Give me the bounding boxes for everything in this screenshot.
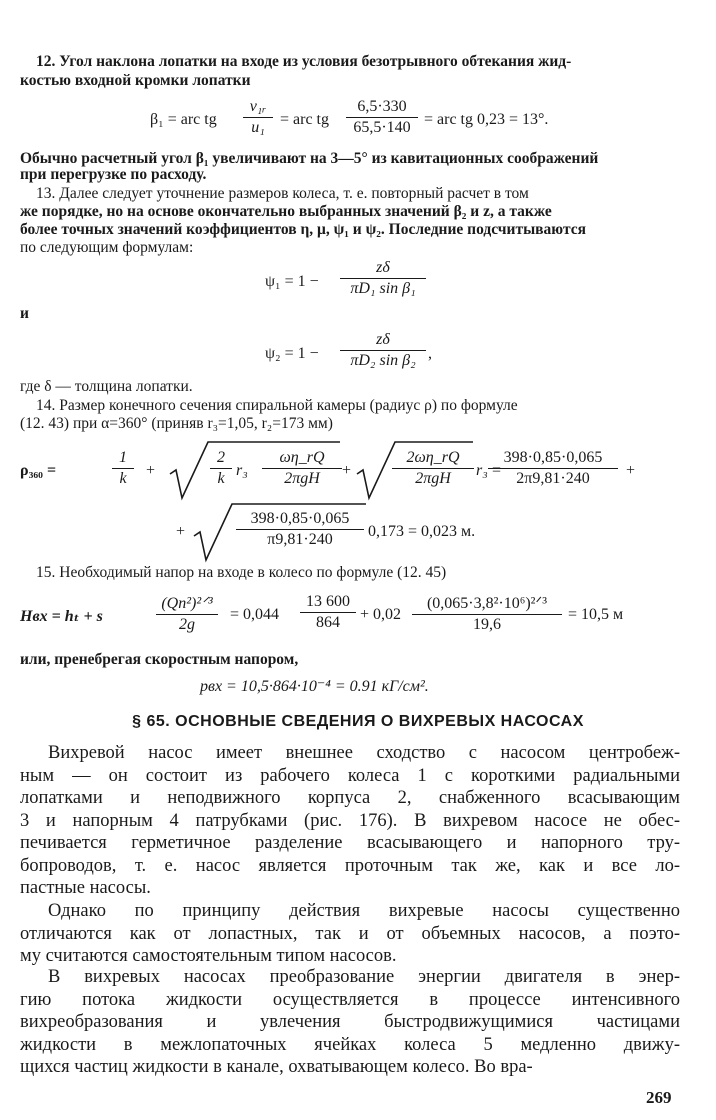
page-number: 269 xyxy=(646,1088,672,1107)
fraction-numerator: zδ xyxy=(340,259,426,279)
fraction-denominator: π9,81·240 xyxy=(267,531,333,548)
body-line: В вихревых насосах преобразование энергии двигателя в энер- xyxy=(48,967,680,987)
fraction-numerator: ωη_rQ xyxy=(262,449,342,469)
body-line: печивается герметичное разделение всасывающего и напорного тру- xyxy=(20,833,680,853)
item12-line2: костью входной кромки лопатки xyxy=(20,72,251,89)
fraction-denominator: k xyxy=(119,470,127,487)
item12-line1: 12. Угол наклона лопатки на входе из условия безотрывного обтекания жид- xyxy=(36,53,572,70)
item13-line1: 13. Далее следует уточнение размеров колеса, т. е. повторный расчет в том xyxy=(36,185,529,202)
fraction-numerator: zδ xyxy=(340,331,426,351)
fraction-denominator: 2πgH xyxy=(415,470,451,487)
h-fraction-g xyxy=(156,593,218,634)
psi1-lhs: ψ₁ = 1 − xyxy=(265,273,319,290)
body-paragraph-1 xyxy=(20,742,680,900)
fraction-denominator: 2π9,81·240 xyxy=(516,470,590,487)
psi2-tail: , xyxy=(428,345,432,362)
fraction-numerator: v₁ᵣ xyxy=(243,98,273,118)
fraction-denominator: 65,5·140 xyxy=(353,119,411,136)
psi1-fraction xyxy=(340,259,426,298)
p-equation: pвх = 10,5·864·10⁻⁴ = 0.91 кГ/см². xyxy=(200,678,429,695)
body-line: жидкости в межлопаточных ячейках колеса 5 медленно движу- xyxy=(20,1034,680,1055)
h-lhs: Hвх = hₜ + s xyxy=(20,608,103,625)
fraction-numerator: 398·0,85·0,065 xyxy=(488,449,618,469)
rho-lhs: ρ₃₆₀ = xyxy=(20,462,57,479)
fraction-denominator: 19,6 xyxy=(473,616,501,633)
body-paragraph-2 xyxy=(20,900,680,968)
body-line: ным — он состоит из рабочего колеса 1 с короткими радиальными xyxy=(20,765,680,786)
r3-symbol: r₃ xyxy=(236,462,248,479)
psi2-lhs: ψ₂ = 1 − xyxy=(265,345,319,362)
rho-fraction-b xyxy=(210,449,232,488)
beta1-mid: = arc tg xyxy=(280,111,329,128)
psi2-fraction xyxy=(340,331,426,370)
item15-line1: 15. Необходимый напор на входе в колесо по формуле (12. 45) xyxy=(36,564,447,581)
section-heading: § 65. ОСНОВНЫЕ СВЕДЕНИЯ О ВИХРЕВЫХ НАСОСАХ xyxy=(132,713,584,730)
r3-symbol: r₃ xyxy=(476,462,488,479)
h-fraction-i xyxy=(412,593,562,634)
beta1-fraction-1 xyxy=(243,98,273,137)
body-line: лопатками и неподвижного корпуса 2, снабженного всасывающим xyxy=(20,788,680,808)
body-line: Однако по принципу действия вихревые насосы существенно xyxy=(48,901,680,921)
fraction-numerator: 2 xyxy=(210,449,232,469)
note12-line1: Обычно расчетный угол β₁ увеличивают на 3—5° из кавитационных соображений xyxy=(20,150,599,167)
body-line: пастные насосы. xyxy=(20,878,151,898)
fraction-numerator: (0,065·3,8²·10⁶)²ᐟ³ xyxy=(412,593,562,615)
h-rhs: = 10,5 м xyxy=(568,606,624,623)
fraction-numerator: 398·0,85·0,065 xyxy=(236,510,364,530)
fraction-numerator: 1 xyxy=(112,449,134,469)
rho-fraction-e xyxy=(488,449,618,488)
delta-definition: где δ — толщина лопатки. xyxy=(20,378,193,395)
rho-fraction-f xyxy=(236,510,364,549)
fraction-denominator: πD₁ sin β₁ xyxy=(350,280,416,297)
and-word: и xyxy=(20,305,29,322)
rho-fraction-d xyxy=(392,449,474,488)
item13-line4: по следующим формулам: xyxy=(20,239,194,256)
fraction-numerator: 13 600 xyxy=(300,593,356,613)
beta1-rhs: = arc tg 0,23 = 13°. xyxy=(424,111,549,128)
item14-line1: 14. Размер конечного сечения спиральной камеры (радиус ρ) по формуле xyxy=(36,397,518,414)
rho-fraction-c xyxy=(262,449,342,488)
rho-fraction-a xyxy=(112,449,134,488)
item13-line3: более точных значений коэффициентов η, μ, ψ₁ и ψ₂. Последние подсчитываются xyxy=(20,221,587,238)
fraction-denominator: 864 xyxy=(316,614,340,631)
body-line: му считаются самостоятельным типом насосов. xyxy=(20,946,397,966)
h-fraction-h xyxy=(300,593,356,632)
body-line: бопроводов, т. е. насос является проточным так же, как и все ло- xyxy=(20,855,680,876)
body-line: щихся частиц жидкости в канале, охватывающем колесо. Во вра- xyxy=(20,1057,533,1077)
plus-sign: + xyxy=(146,462,156,479)
fraction-denominator: 2πgH xyxy=(284,470,320,487)
h-mid2: + 0,02 xyxy=(360,606,402,623)
fraction-denominator: πD₂ sin β₂ xyxy=(350,352,416,369)
or-line: или, пренебрегая скоростным напором, xyxy=(20,651,299,668)
body-paragraph-3 xyxy=(20,966,680,1079)
plus-sign-line2: + xyxy=(176,523,186,540)
item14-line2: (12. 43) при α=360° (приняв r₃=1,05, r₂=173 мм) xyxy=(20,415,333,432)
body-line: вихреобразования и увлечения быстродвижущимися частицами xyxy=(20,1012,680,1032)
fraction-denominator: u₁ xyxy=(251,119,265,136)
body-line: отличаются как от лопастных, так и от объемных насосов, а поэто- xyxy=(20,923,680,944)
fraction-denominator: 2g xyxy=(179,616,195,633)
plus-sign-end: + xyxy=(626,462,636,479)
beta1-fraction-2 xyxy=(346,98,418,137)
note12-line2: при перегрузке по расходу. xyxy=(20,166,207,183)
rho-result: 0,173 = 0,023 м. xyxy=(368,523,476,540)
plus-sign: + xyxy=(342,462,352,479)
equals-sign: = xyxy=(492,462,502,479)
fraction-numerator: 2ωη_rQ xyxy=(392,449,474,469)
fraction-numerator: 6,5·330 xyxy=(346,98,418,118)
body-line: гию потока жидкости осуществляется в процессе интенсивного xyxy=(20,989,680,1010)
beta1-lhs: β₁ = arc tg xyxy=(150,111,217,128)
body-line: 3 и напорным 4 патрубками (рис. 176). В вихревом насосе не обес- xyxy=(20,810,680,831)
h-mid1: = 0,044 xyxy=(230,606,280,623)
item13-line2: же порядке, но на основе окончательно выбранных значений β₂ и z, а также xyxy=(20,203,552,220)
fraction-numerator: (Qn²)²ᐟ³ xyxy=(156,593,218,615)
body-line: Вихревой насос имеет внешнее сходство с насосом центробеж- xyxy=(48,743,680,763)
fraction-denominator: k xyxy=(217,470,225,487)
